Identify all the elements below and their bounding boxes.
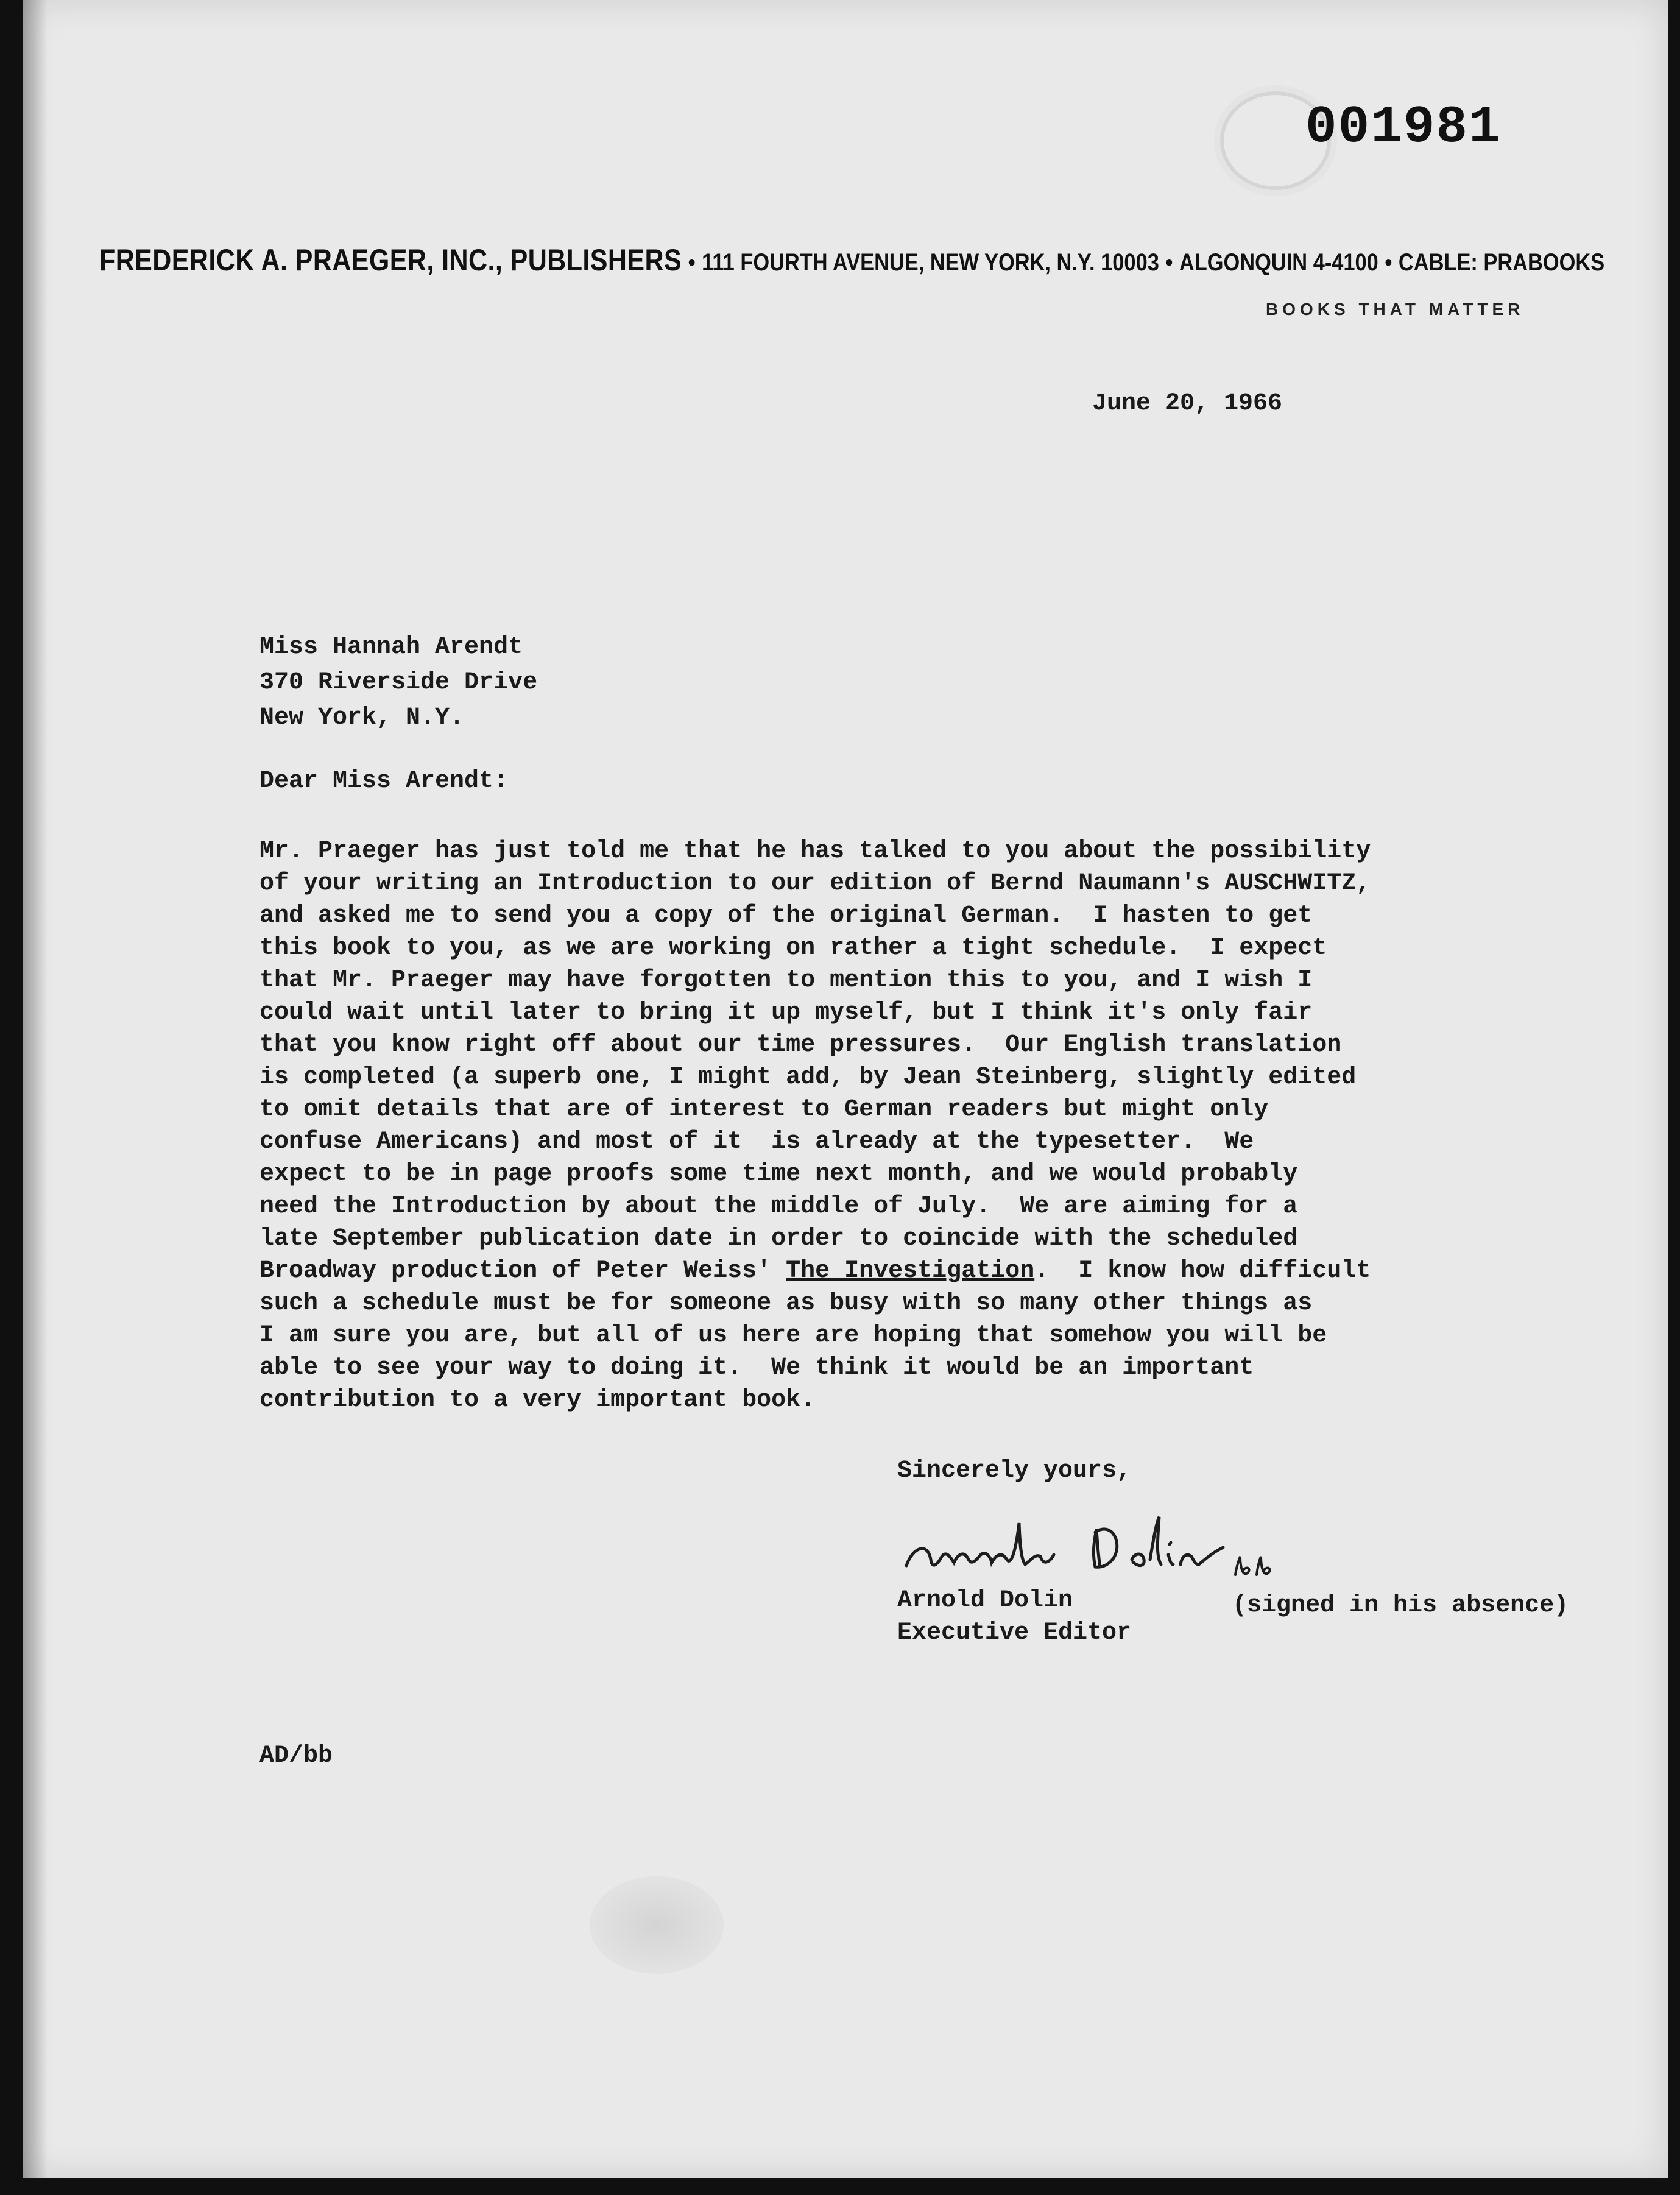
typist-initials: AD/bb bbox=[259, 1742, 333, 1770]
body-line: that Mr. Praeger may have forgotten to mention this to you, and I wish I bbox=[259, 967, 1313, 994]
letterhead-address: 111 FOURTH AVENUE, NEW YORK, N.Y. 10003 bbox=[702, 249, 1159, 276]
body-line: this book to you, as we are working on rather a tight schedule. I expect bbox=[259, 935, 1327, 962]
body-line: expect to be in page proofs some time next month, and we would probably bbox=[259, 1161, 1298, 1188]
document-stamp-number: 001981 bbox=[1305, 97, 1502, 157]
letterhead bbox=[99, 242, 1605, 278]
body-line: contribution to a very important book. bbox=[259, 1387, 816, 1414]
letter-page bbox=[23, 0, 1668, 2178]
body-line-with-title bbox=[259, 1257, 1371, 1285]
letter-date: June 20, 1966 bbox=[1092, 390, 1283, 417]
letterhead-tagline: BOOKS THAT MATTER bbox=[1266, 300, 1525, 319]
recipient-street: 370 Riverside Drive bbox=[259, 669, 538, 696]
signed-in-absence-note: (signed in his absence) bbox=[1232, 1592, 1569, 1619]
handwritten-signature bbox=[894, 1499, 1333, 1590]
body-line: need the Introduction by about the middle of July. We are aiming for a bbox=[259, 1193, 1298, 1220]
body-line: confuse Americans) and most of it is already at the typesetter. We bbox=[259, 1128, 1254, 1156]
letterhead-separator: • bbox=[1165, 249, 1173, 276]
letterhead-separator: • bbox=[688, 249, 696, 276]
recipient-name: Miss Hannah Arendt bbox=[259, 634, 523, 661]
body-line: able to see your way to doing it. We think it would be an important bbox=[259, 1354, 1254, 1382]
signer-title: Executive Editor bbox=[897, 1619, 1132, 1647]
body-line: Mr. Praeger has just told me that he has talked to you about the possibility bbox=[259, 838, 1371, 865]
signer-name: Arnold Dolin bbox=[897, 1587, 1073, 1614]
body-line: I am sure you are, but all of us here are hoping that somehow you will be bbox=[259, 1322, 1327, 1349]
body-line: such a schedule must be for someone as busy with so many other things as bbox=[259, 1290, 1313, 1317]
closing: Sincerely yours, bbox=[897, 1457, 1132, 1485]
body-line: that you know right off about our time pressures. Our English translation bbox=[259, 1031, 1342, 1059]
body-line: late September publication date in order to coincide with the scheduled bbox=[259, 1225, 1298, 1253]
page-edge-shadow bbox=[23, 0, 48, 2178]
letterhead-cable: CABLE: PRABOOKS bbox=[1398, 249, 1605, 276]
body-line-segment: . I know how difficult bbox=[1034, 1257, 1371, 1285]
body-line: and asked me to send you a copy of the original German. I hasten to get bbox=[259, 902, 1313, 930]
salutation: Dear Miss Arendt: bbox=[259, 768, 509, 795]
letterhead-separator: • bbox=[1385, 249, 1392, 276]
body-line: to omit details that are of interest to German readers but might only bbox=[259, 1096, 1269, 1123]
body-line: of your writing an Introduction to our edition of Bernd Naumann's AUSCHWITZ, bbox=[259, 870, 1371, 897]
body-line: is completed (a superb one, I might add, by Jean Steinberg, slightly edited bbox=[259, 1064, 1357, 1091]
letterhead-company: FREDERICK A. PRAEGER, INC., PUBLISHERS bbox=[99, 243, 682, 277]
recipient-city: New York, N.Y. bbox=[259, 704, 465, 732]
underlined-book-title: The Investigation bbox=[786, 1257, 1035, 1285]
body-line-segment: Broadway production of Peter Weiss' bbox=[259, 1257, 786, 1285]
letterhead-phone: ALGONQUIN 4-4100 bbox=[1179, 249, 1378, 276]
body-line: could wait until later to bring it up myself, but I think it's only fair bbox=[259, 999, 1313, 1027]
paper-smudge bbox=[590, 1876, 724, 1974]
